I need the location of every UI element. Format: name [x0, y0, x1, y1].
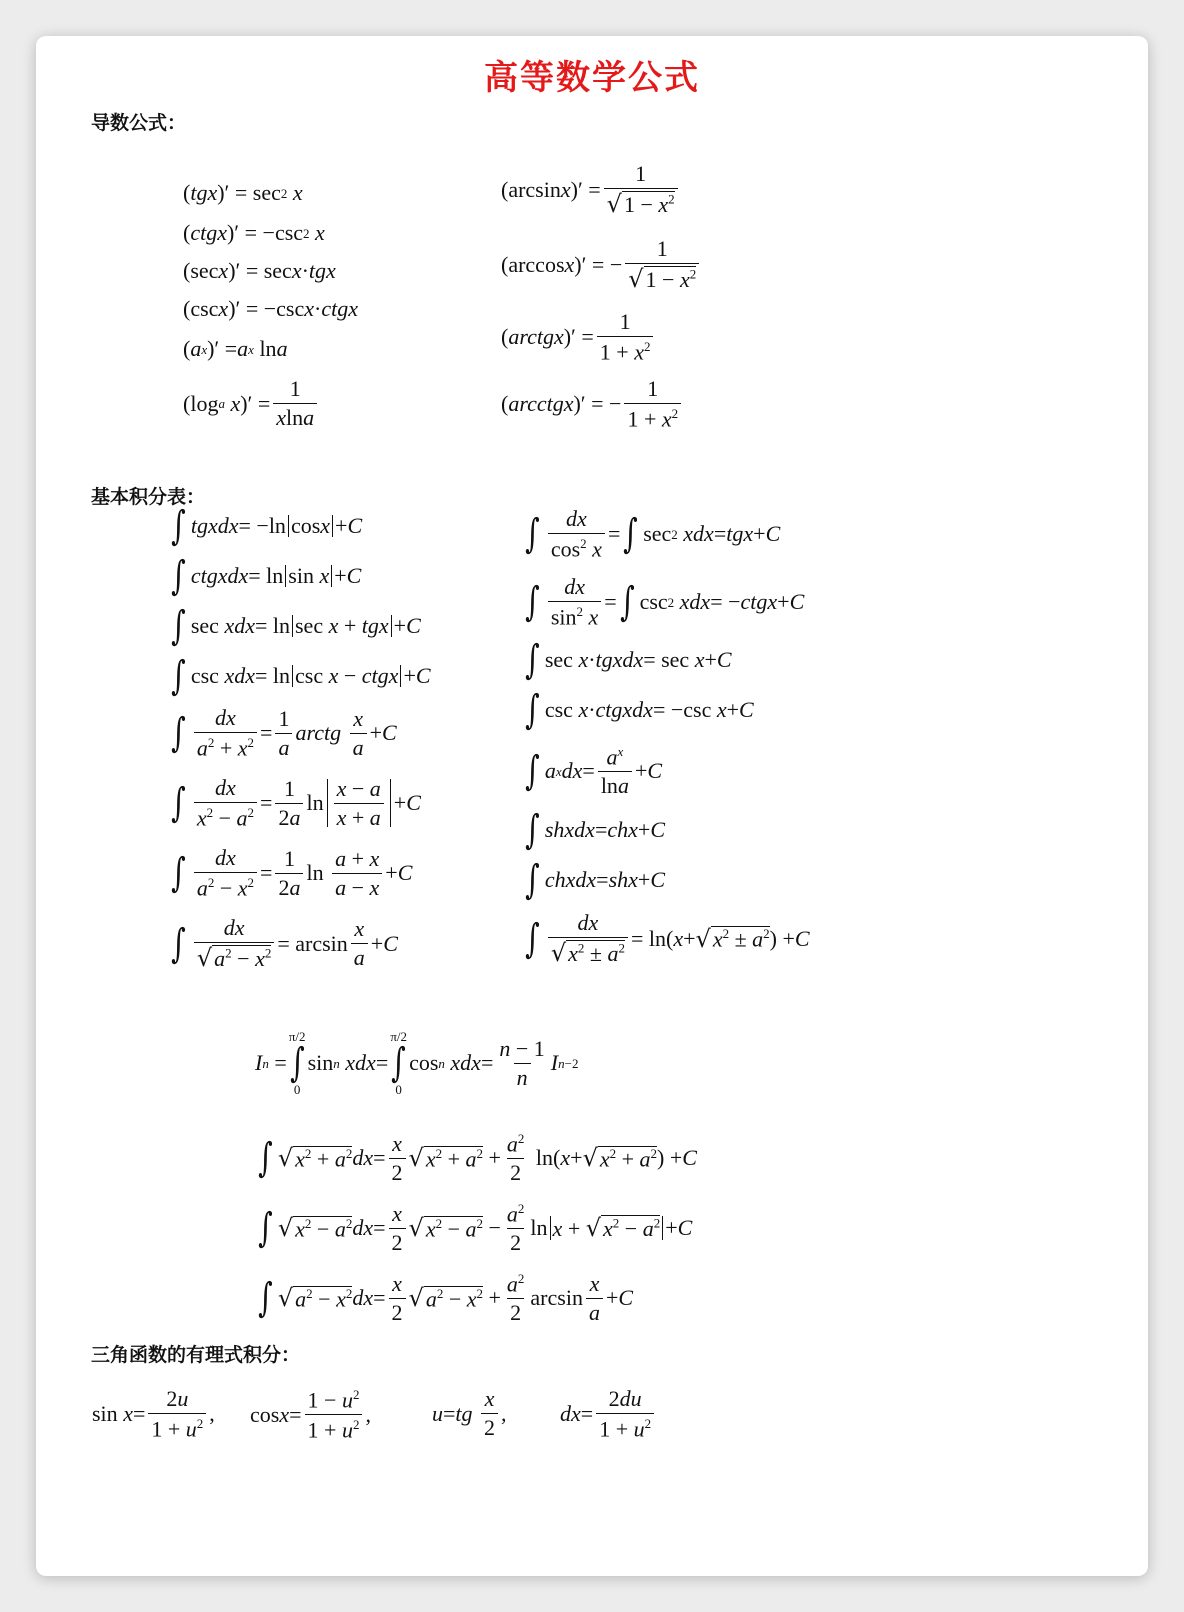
formula-integral-a2-plus-x2: ∫ $\frac{dx}{a^2 + x^2}$ = $\frac{1}{a}$ arctg $\frac{x}{a}$ + C [171, 705, 397, 761]
formula-subst-u: u = tg $\frac{x}{2}$ , [432, 1386, 507, 1440]
section-heading-integrals: 基本积分表： [91, 486, 206, 508]
formula-derivative-arccos: (arccos x )′ = − $\frac{1}{√1 - x^2}$ [501, 238, 702, 291]
formula-integral-sh: ∫ shxdx = chx + C [525, 807, 665, 853]
formula-derivative-exp: ( a x )′ = a x ln a [183, 336, 288, 361]
formula-derivative-tg: ( tgx )′ = sec 2 x [183, 180, 303, 205]
formula-wallis: I n = π/2 ∫ 0 sin n xdx = π/2 ∫ 0 cos n xdx = $\frac{n - 1}{n}$ I n−2 [255, 1029, 579, 1097]
formula-derivative-log: (log a x )′ = $\frac{1}{xlna}$ [183, 378, 320, 429]
formula-integral-tg: ∫ tgxdx = −ln cosx + C [171, 503, 363, 549]
formula-integral-cos2: ∫ $\frac{dx}{\cos^2 x}$ = ∫ sec 2 xdx = tgx + C [525, 506, 781, 562]
formula-integral-a2-minus-x2: ∫ $\frac{dx}{a^2 - x^2}$ = $\frac{1}{2a}$ ln $\frac{a + x}{a - x}$ + C [171, 845, 413, 901]
formula-integral-sqrt-a2-minus-x2: ∫ √ $a^2 - x^2$ dx = $\frac{x}{2}$ √ $a^2 - x^2$ + $\frac{a^2}{2}$ arcsin $\frac{x}{a}$ + C [258, 1270, 634, 1326]
formula-subst-cos: cos x = $\frac{1 - u^2}{1 + u^2}$ , [250, 1387, 371, 1443]
formula-integral-csc: ∫ csc xdx = ln csc x − ctgx + C [171, 653, 431, 699]
formula-integral-x2-minus-a2: ∫ $\frac{dx}{x^2 - a^2}$ = $\frac{1}{2a}$ ln $\frac{x - a}{x + a}$ + C [171, 775, 421, 831]
formula-integral-sec: ∫ sec xdx = ln sec x + tgx + C [171, 603, 421, 649]
section-heading-derivatives: 导数公式： [91, 112, 187, 134]
formula-integral-exp: ∫ a x dx = $\frac{a^x}{\ln a}$ + C [525, 744, 663, 799]
formula-integral-sqrt-x2-pm-a2: ∫ $\frac{dx}{√x^2 \pm a^2}$ = ln( x + √ $x^2 \pm a^2$ ) + C [525, 910, 810, 967]
formula-subst-dx: dx = $\frac{2du}{1 + u^2}$ [560, 1388, 657, 1440]
formula-integral-sec-tg: ∫ sec x · tgxdx = sec x + C [525, 637, 732, 683]
formula-derivative-sec: (sec x )′ = sec x · tgx [183, 258, 336, 283]
section-heading-trig-rational: 三角函数的有理式积分： [91, 1344, 301, 1366]
formula-derivative-arcsin: (arcsin x )′ = $\frac{1}{√1 - x^2}$ [501, 163, 681, 216]
formula-integral-sqrt-x2-minus-a2: ∫ √ $x^2 - a^2$ dx = $\frac{x}{2}$ √ $x^2 - a^2$ − $\frac{a^2}{2}$ ln $x + √x^2 - a^2$ + C [258, 1200, 693, 1256]
formula-integral-ctg: ∫ ctgxdx = ln sin x + C [171, 553, 362, 599]
formula-integral-sqrt-x2-plus-a2: ∫ √ $x^2 + a^2$ dx = $\frac{x}{2}$ √ $x^2 + a^2$ + $\frac{a^2}{2}$ ln( x + √ $x^2 + a^2$ ) + C [258, 1130, 697, 1186]
formula-derivative-ctg: ( ctgx )′ = −csc 2 x [183, 220, 325, 245]
page-title: 高等数学公式 [484, 58, 700, 98]
formula-derivative-csc: (csc x )′ = −csc x · ctgx [183, 296, 358, 321]
formula-integral-arcsin: ∫ $\frac{dx}{√a^2 - x^2}$ = arcsin $\frac{x}{a}$ + C [171, 915, 398, 972]
formula-subst-sin: sin x = $\frac{2u}{1 + u^2}$ , [92, 1386, 215, 1442]
formula-integral-sin2: ∫ $\frac{dx}{\sin^2 x}$ = ∫ csc 2 xdx = − ctgx + C [525, 574, 805, 630]
formula-integral-csc-ctg: ∫ csc x · ctgxdx = −csc x + C [525, 687, 754, 733]
formula-derivative-arctg: ( arctgx )′ = $\frac{1}{1 + x^2}$ [501, 311, 656, 363]
formula-derivative-arcctg: ( arcctgx )′ = − $\frac{1}{1 + x^2}$ [501, 378, 684, 430]
formula-integral-ch: ∫ chxdx = shx + C [525, 857, 665, 903]
